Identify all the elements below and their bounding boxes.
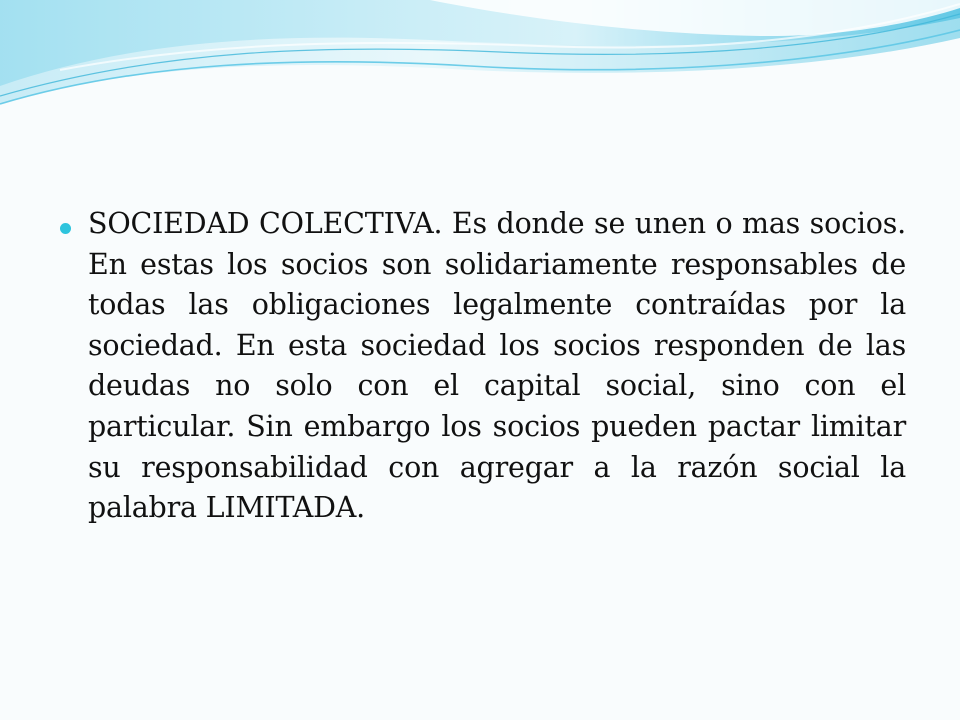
bullet-dot-icon: [60, 223, 71, 234]
bullet-text: SOCIEDAD COLECTIVA. Es donde se unen o mas socios. En estas los socios son solidariamente responsables de todas las obligaciones legalmente contraídas por la sociedad. En esta sociedad los socios responden de las deudas no solo con el capital social, sino con el particular. Sin embargo los socios pueden pactar limitar su responsabilidad con agregar a la razón social la palabra LIMITADA.: [88, 207, 906, 525]
content-area: [60, 204, 906, 529]
top-wave-decoration: [0, 0, 960, 120]
bullet-item: [60, 204, 906, 529]
